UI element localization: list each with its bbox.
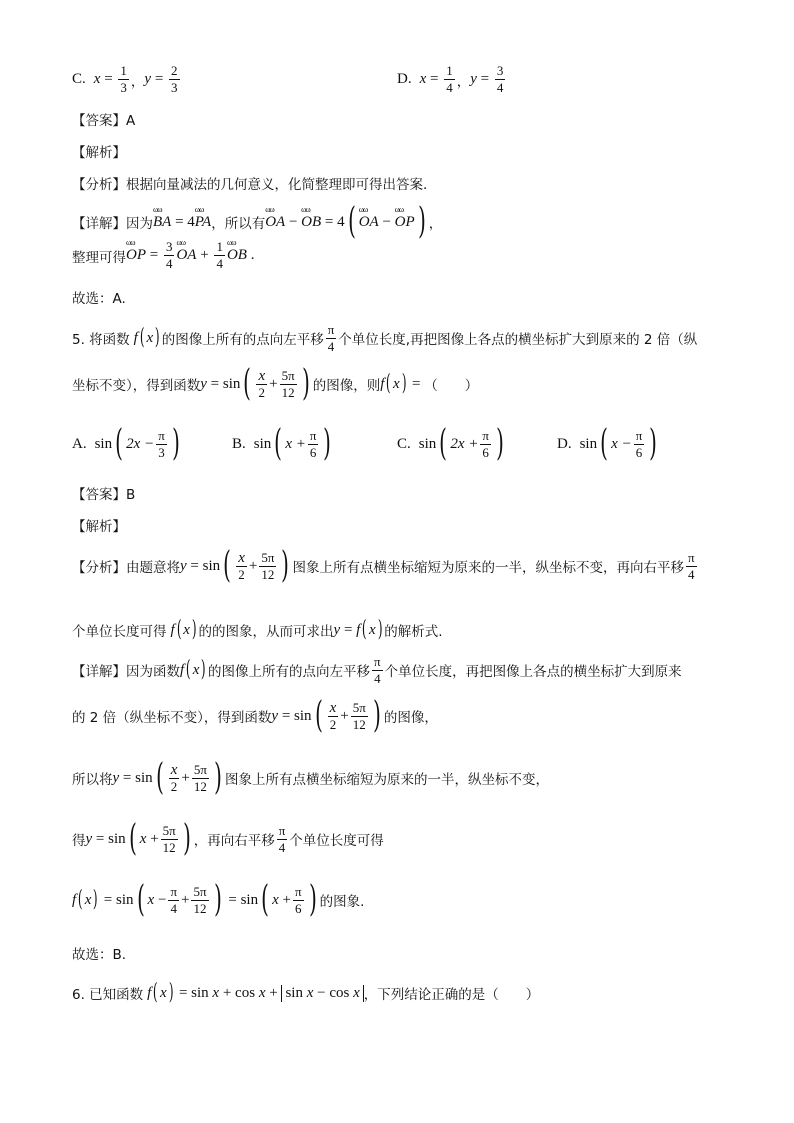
q5-xiangjie-line2: 的 2 倍（纵坐标不变），得到函数 y = sin ( $\frac{x}{2}$ + $\frac{5\pi}{12}$ ) 的图像， bbox=[72, 695, 438, 736]
fraction: $\frac{1}{4}$ bbox=[446, 63, 453, 95]
q5-xiangjie-line3: 所以将 y = sin ( $\frac{x}{2}$ + $\frac{5\pi}{12}$ ) 图象上所有点横坐标缩短为原来的一半，纵坐标不变， bbox=[72, 757, 549, 798]
q4-choose: 故选：A. bbox=[72, 291, 126, 307]
q4-fenxi: 【分析】 根据向量减法的几何意义，化简整理即可得出答案. bbox=[72, 177, 428, 193]
q5-analysis-heading: 【解析】 bbox=[72, 519, 126, 535]
q4-option-d: D. x = $\frac{1}{4}$ ， y = $\frac{3}{4}$ bbox=[397, 63, 504, 95]
fraction: $\frac{2}{3}$ bbox=[171, 63, 178, 95]
q5-stem-line1: 5. 将函数 f ( x ) 的图像上所有的点向左平移 $\frac{\pi}{4}$ 个单位长度,再把图像上各点的横坐标扩大到原来的 2 倍（纵 bbox=[72, 321, 698, 354]
q4-answer: 【答案】A bbox=[72, 113, 136, 129]
fraction: $\frac{1}{3}$ bbox=[120, 63, 127, 95]
q5-option-d: D. sin ( x − $\frac{\pi}{6}$ ) bbox=[557, 423, 658, 464]
q4-organize: 整理可得 ωω OP = $\frac{3}{4}$ ωω OA + $\frac{1}{4}$ ωω OB . bbox=[72, 240, 254, 271]
q5-xiangjie-line5: f ( x ) = sin ( x − $\frac{\pi}{4}$ + $\frac{5\pi}{12}$ ) = sin ( x + $\frac{\pi}{6}$ ) 的图象. bbox=[72, 879, 365, 920]
q4-xiangjie: 【详解】 因为 ωω BA = 4 ωω PA ，所以有 ωω OA − ωω OB = 4 ( ωω OA − ωω OP ) ， bbox=[72, 204, 442, 240]
q5-option-b: B. sin ( x + $\frac{\pi}{6}$ ) bbox=[232, 423, 332, 464]
q5-stem-line2: 坐标不变），得到函数 y = sin ( $\frac{x}{2}$ + $\frac{5\pi}{12}$ ) 的图像，则 f ( x ) = （ ） bbox=[72, 363, 479, 404]
q5-fenxi-line2: 个单位长度可得 f ( x ) 的的图象，从而可求出 y = f ( x ) 的解析式. bbox=[72, 617, 443, 642]
q6-stem: 6. 已知函数 f ( x ) = sin x + cos x + sin x − cos x ，下列结论正确的是（ ） bbox=[72, 980, 540, 1005]
q4-analysis-heading: 【解析】 bbox=[72, 145, 126, 161]
q5-xiangjie-line1: 【详解】 因为函数 f ( x ) 的图像上所有的点向左平移 $\frac{\pi}{4}$ 个单位长度，再把图像上各点的横坐标扩大到原来 bbox=[72, 653, 682, 686]
q5-fenxi-line1: 【分析】 由题意将 y = sin ( $\frac{x}{2}$ + $\frac{5\pi}{12}$ ) 图象上所有点横坐标缩短为原来的一半，纵坐标不变，再向右平移 $\frac{\pi}{4}$ bbox=[72, 545, 695, 586]
q5-answer: 【答案】B bbox=[72, 487, 136, 503]
q5-option-a: A. sin ( 2x − $\frac{\pi}{3}$ ) bbox=[72, 423, 180, 464]
q4-option-c: C. x = $\frac{1}{3}$ ， y = $\frac{2}{3}$ bbox=[72, 63, 178, 95]
q5-xiangjie-line4: 得 y = sin ( x + $\frac{5\pi}{12}$ ) ，再向右平移 $\frac{\pi}{4}$ 个单位长度可得 bbox=[72, 818, 384, 859]
q5-option-c: C. sin ( 2x + $\frac{\pi}{6}$ ) bbox=[397, 423, 504, 464]
q5-choose: 故选：B. bbox=[72, 947, 127, 963]
fraction: $\frac{3}{4}$ bbox=[496, 63, 504, 95]
